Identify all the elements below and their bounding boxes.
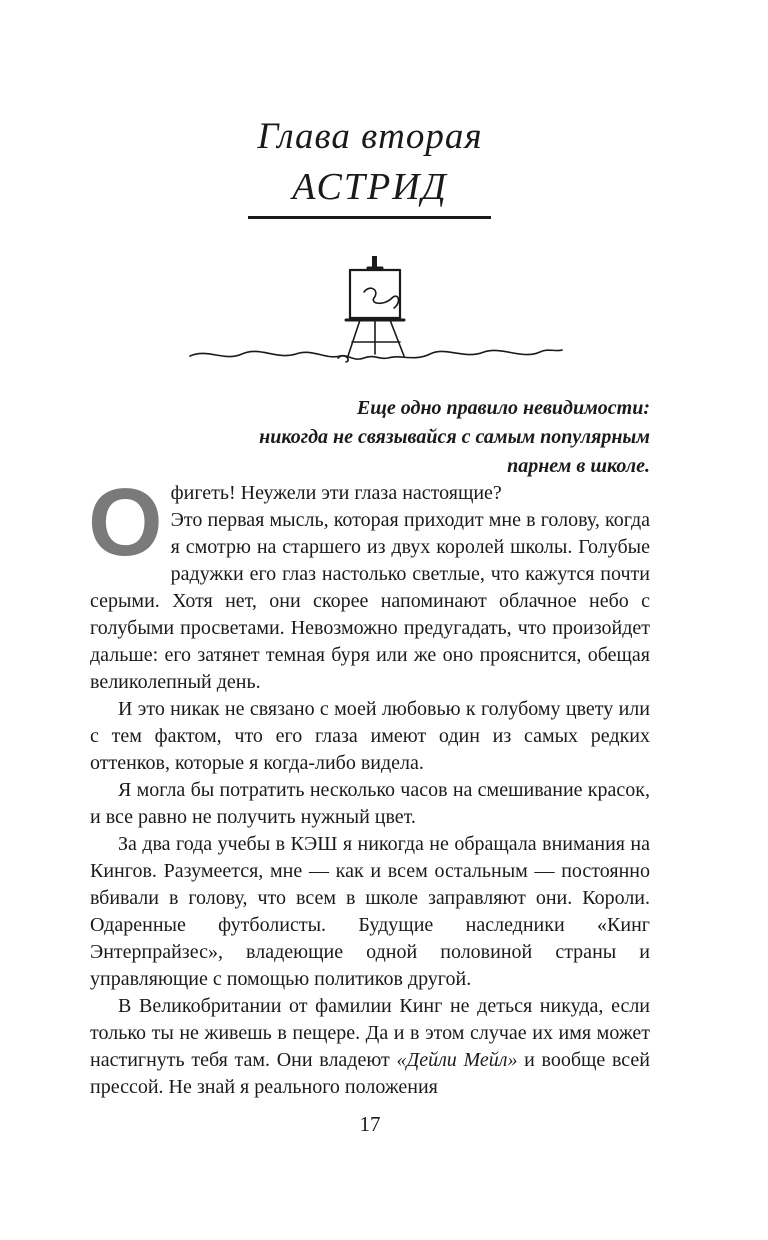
newspaper-title: «Дейли Мейл» bbox=[396, 1049, 518, 1071]
paragraph: За два года учебы в КЭШ я никогда не обращала внимания на Кингов. Разумеется, мне — как и всем остальным — постоянно вбивали в голову, что всем в школе заправляют они. Короли. Одаренные футболисты. Будущие наследники «Кинг Энтерпрайзес», владеющие одной половиной страны и управляющие с помощью политиков другой. bbox=[90, 833, 650, 990]
epigraph-line: Еще одно правило невидимости: bbox=[356, 397, 650, 419]
paragraph-text: и вообще всей прессой. Не знай я реального положения bbox=[90, 1049, 650, 1098]
paragraph-text: фигеть! Неужели эти глаза настоящие? bbox=[170, 482, 502, 504]
paragraph: Это первая мысль, которая приходит мне в голову, когда я смотрю на старшего из двух королей школы. Голубые радужки его глаз настолько светлые, что кажутся почти серыми. Хотя нет, они скорее напоминают облачное небо с голубыми просветами. Невозможно предугадать, что произойдет дальше: его затянет темная буря или же оно прояснится, обещая великолепный день. bbox=[90, 509, 650, 693]
easel-on-waves-icon bbox=[188, 250, 564, 368]
epigraph bbox=[170, 394, 650, 481]
paragraph bbox=[90, 993, 650, 1101]
drop-cap: О bbox=[88, 469, 163, 576]
chapter-name: АСТРИД bbox=[292, 166, 448, 208]
epigraph-line: никогда не связывайся с самым популярным bbox=[259, 426, 650, 448]
page-number: 17 bbox=[359, 1112, 381, 1136]
paragraph: Я могла бы потратить несколько часов на смешивание красок, и все равно не получить нужный цвет. bbox=[90, 779, 650, 828]
epigraph-line: парнем в школе. bbox=[507, 455, 650, 477]
paragraph: И это никак не связано с моей любовью к голубому цвету или с тем фактом, что его глаза имеют один из самых редких оттенков, которые я когда-либо видела. bbox=[90, 698, 650, 774]
paragraph bbox=[88, 469, 650, 576]
chapter-title: Глава вторая bbox=[257, 116, 483, 157]
title-divider bbox=[248, 216, 491, 219]
body-text bbox=[88, 469, 650, 1101]
paragraph-text: В Великобритании от фамилии Кинг не деться никуда, если только ты не живешь в пещере. Да и в этом случае их имя может настигнуть тебя там. Они владеют bbox=[90, 995, 650, 1071]
